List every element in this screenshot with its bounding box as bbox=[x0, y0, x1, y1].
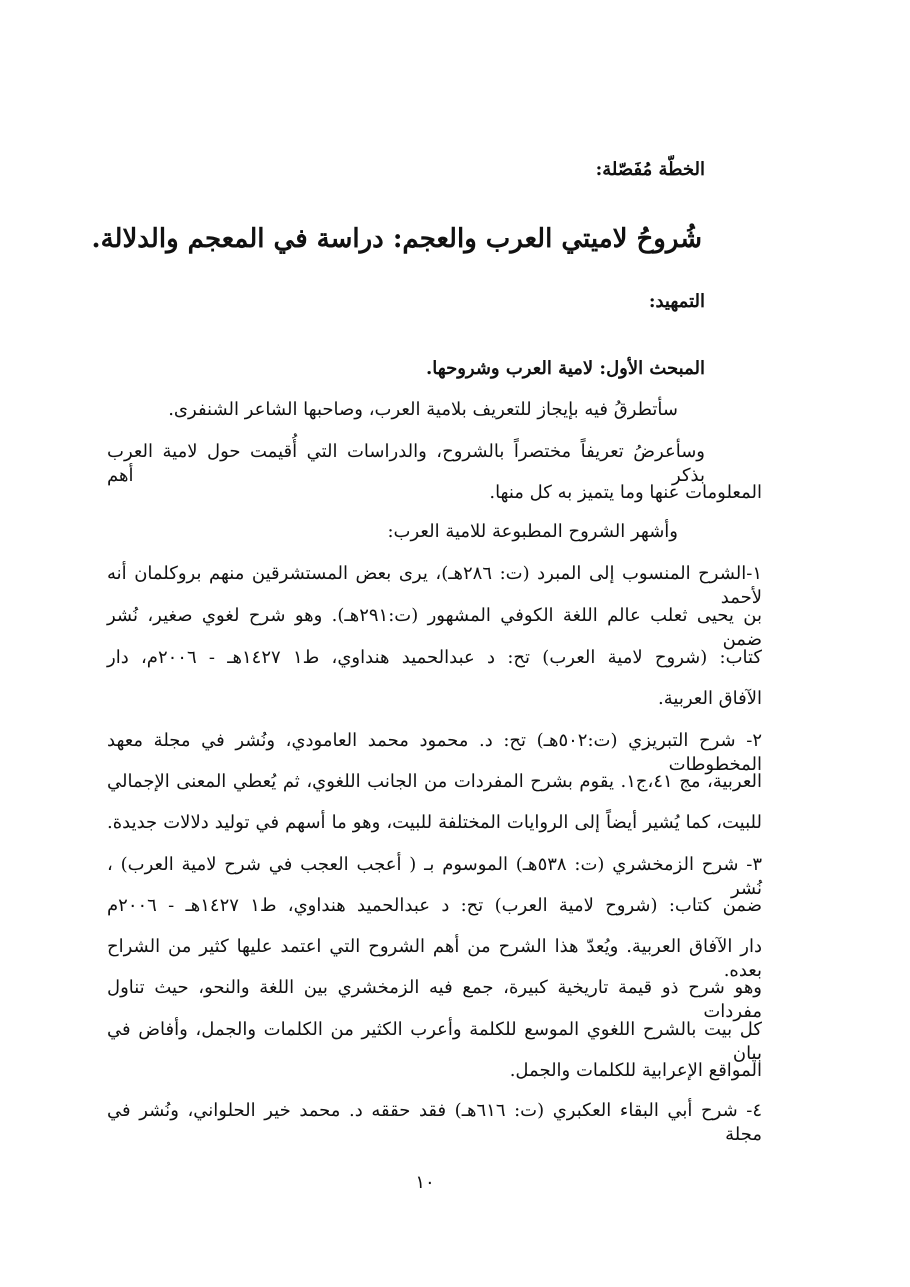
introduction-heading: التمهيد: bbox=[648, 291, 705, 312]
body-line: وسأعرضُ تعريفاً مختصراً بالشروح، والدراسات التي أُقيمت حول لامية العرب بذكر أهم bbox=[107, 441, 705, 486]
body-line: وأشهر الشروح المطبوعة للامية العرب: bbox=[387, 521, 678, 542]
list-item-line: ٢- شرح التبريزي (ت:٥٠٢هـ) تح: د. محمود محمد العامودي، ونُشر في مجلة معهد المخطوطات bbox=[107, 730, 762, 775]
page-title: شُروحُ لاميتي العرب والعجم: دراسة في المعجم والدلالة. bbox=[91, 224, 702, 254]
list-item-line: ٣- شرح الزمخشري (ت: ٥٣٨هـ) الموسوم بـ ( أعجب العجب في شرح لامية العرب) ، نُشر bbox=[107, 854, 763, 899]
list-item-line: للبيت، كما يُشير أيضاً إلى الروايات المختلفة للبيت، وهو ما أسهم في توليد دلالات جديدة. bbox=[107, 812, 762, 833]
body-line: المعلومات عنها وما يتميز به كل منها. bbox=[489, 482, 762, 503]
list-item-line: كتاب: (شروح لامية العرب) تح: د عبدالحميد هنداوي، ط١ ١٤٢٧هـ - ٢٠٠٦م، دار bbox=[107, 647, 762, 668]
list-item-line: دار الآفاق العربية. ويُعدّ هذا الشرح من أهم الشروح التي اعتمد عليها كثير من الشراح بعده. bbox=[107, 936, 762, 981]
list-item-line: الآفاق العربية. bbox=[658, 688, 762, 709]
list-item-line: ضمن كتاب: (شروح لامية العرب) تح: د عبدالحميد هنداوي، ط١ ١٤٢٧هـ - ٢٠٠٦م bbox=[107, 895, 762, 916]
page-number: ١٠ bbox=[415, 1172, 435, 1193]
list-item-line: العربية، مج ٤١،ج١. يقوم بشرح المفردات من الجانب اللغوي، ثم يُعطي المعنى الإجمالي bbox=[107, 771, 762, 792]
list-item-line: كل بيت بالشرح اللغوي الموسع للكلمة وأعرب الكثير من الكلمات والجمل، وأفاض في بيان bbox=[107, 1019, 762, 1064]
body-line: سأتطرقُ فيه بإيجاز للتعريف بلامية العرب، وصاحبها الشاعر الشنفرى. bbox=[168, 399, 678, 420]
list-item-line: وهو شرح ذو قيمة تاريخية كبيرة، جمع فيه الزمخشري بين اللغة والنحو، حيث تناول مفردات bbox=[107, 977, 762, 1022]
list-item-line: ٤- شرح أبي البقاء العكبري (ت: ٦١٦هـ) فقد حققه د. محمد خير الحلواني، ونُشر في مجلة bbox=[107, 1100, 762, 1145]
list-item-line: بن يحيى ثعلب عالم اللغة الكوفي المشهور (ت:٢٩١هـ). وهو شرح لغوي صغير، نُشر ضمن bbox=[107, 605, 762, 650]
header-label: الخطّة مُفَصّلة: bbox=[595, 159, 705, 180]
section-heading: المبحث الأول: لامية العرب وشروحها. bbox=[426, 358, 705, 379]
list-item-line: المواقع الإعرابية للكلمات والجمل. bbox=[509, 1060, 762, 1081]
list-item-line: ١-الشرح المنسوب إلى المبرد (ت: ٢٨٦هـ)، يرى بعض المستشرقين منهم بروكلمان أنه لأحمد bbox=[107, 563, 763, 608]
